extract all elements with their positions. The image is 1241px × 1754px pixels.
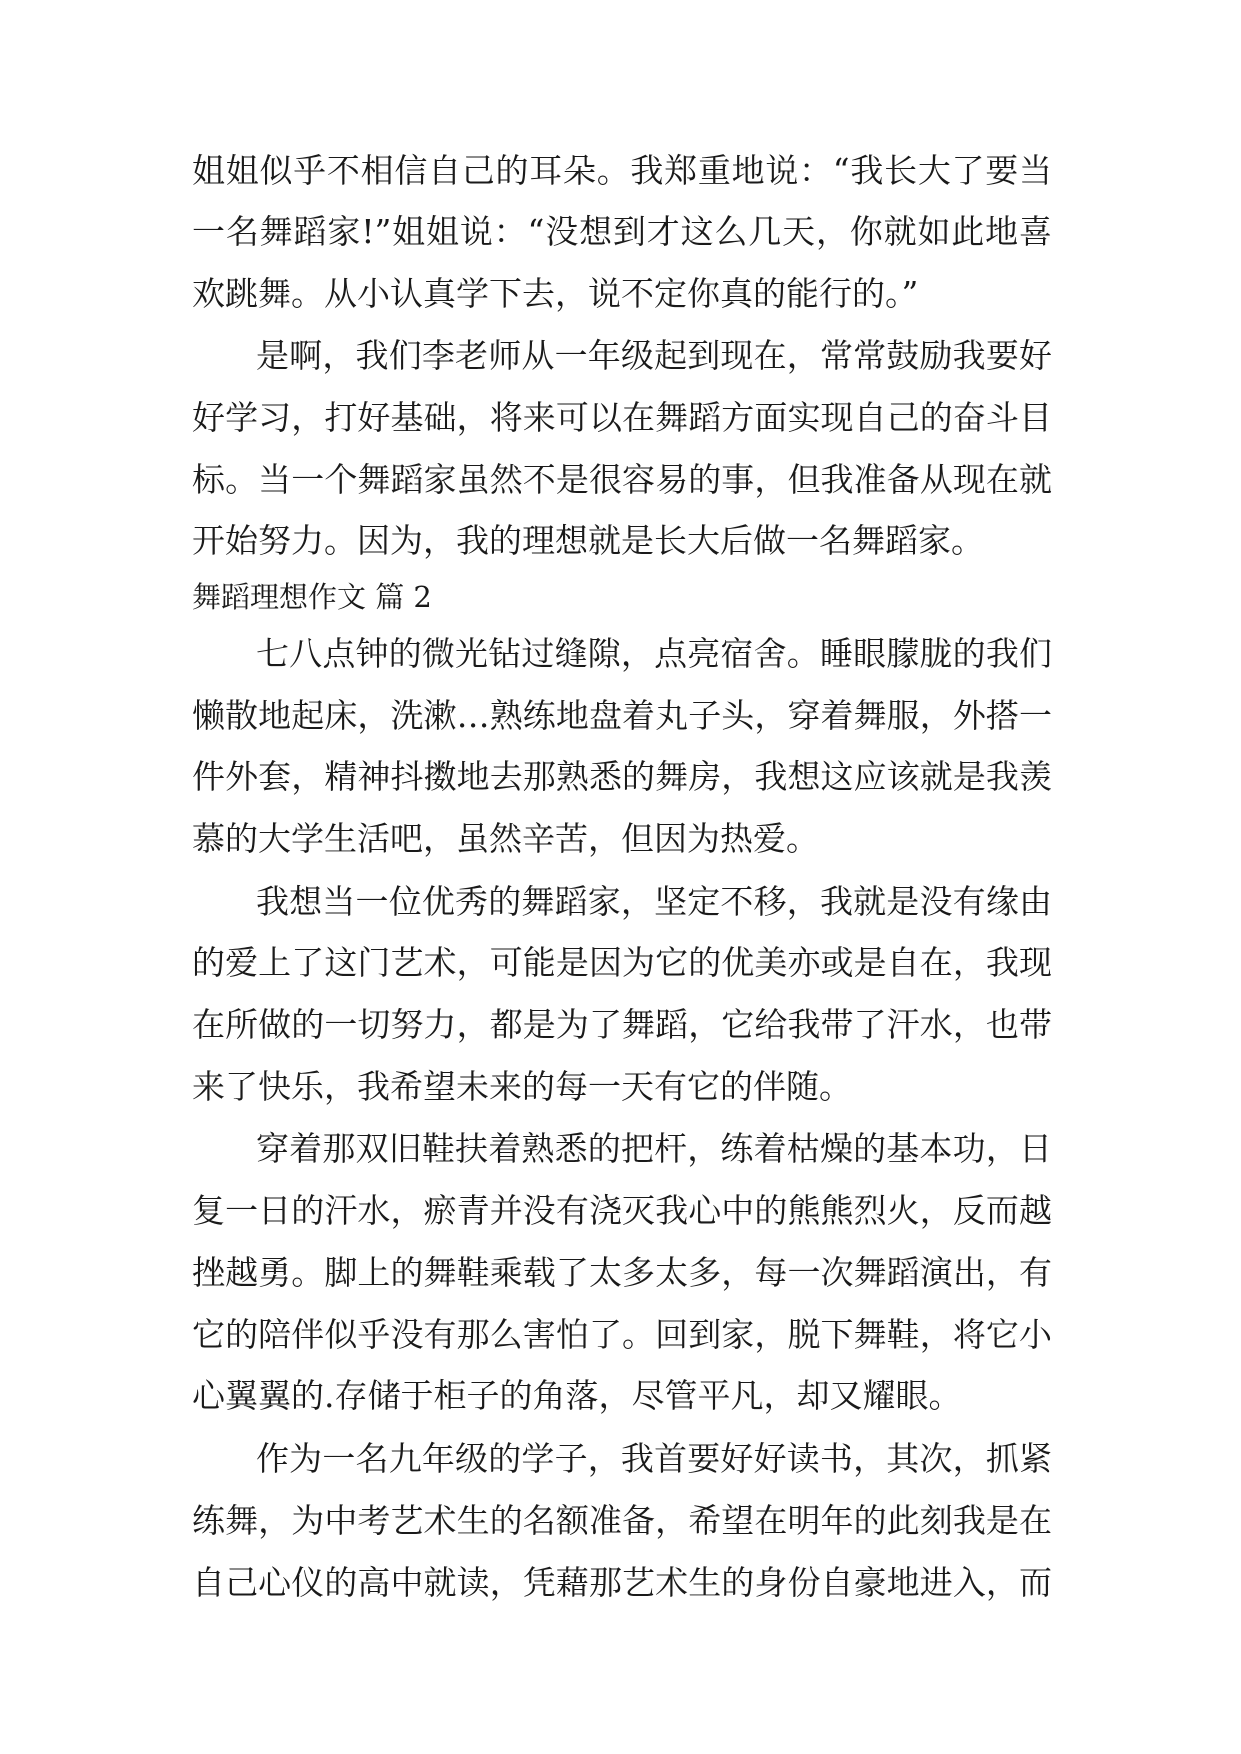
paragraph-first-line: 是啊，我们李老师从一年级起到现在，常常鼓励我要好 — [256, 336, 1052, 375]
text-line: 开始努力。因为，我的理想就是长大后做一名舞蹈家。 — [192, 521, 984, 560]
text-line: 心翼翼的.存储于柜子的角落，尽管平凡，却又耀眼。 — [192, 1376, 962, 1415]
text-line: 一名舞蹈家!”姐姐说：“没想到才这么几天，你就如此地喜 — [192, 212, 1052, 251]
text-line: 懒散地起床，洗漱…熟练地盘着丸子头，穿着舞服，外搭一 — [192, 696, 1052, 735]
text-line: 慕的大学生活吧，虽然辛苦，但因为热爱。 — [192, 819, 819, 858]
text-line: 好学习，打好基础，将来可以在舞蹈方面实现自己的奋斗目 — [192, 398, 1052, 437]
section-heading: 舞蹈理想作文 篇 2 — [192, 580, 432, 614]
text-line: 复一日的汗水，瘀青并没有浇灭我心中的熊熊烈火，反而越 — [192, 1191, 1052, 1230]
text-line: 的爱上了这门艺术，可能是因为它的优美亦或是自在，我现 — [192, 943, 1052, 982]
text-line: 在所做的一切努力，都是为了舞蹈，它给我带了汗水，也带 — [192, 1005, 1052, 1044]
text-line: 挫越勇。脚上的舞鞋乘载了太多太多，每一次舞蹈演出，有 — [192, 1253, 1052, 1292]
paragraph-first-line: 我想当一位优秀的舞蹈家，坚定不移，我就是没有缘由 — [256, 882, 1052, 921]
paragraph-first-line: 七八点钟的微光钻过缝隙，点亮宿舍。睡眼朦胧的我们 — [256, 634, 1052, 673]
text-line: 来了快乐，我希望未来的每一天有它的伴随。 — [192, 1067, 852, 1106]
text-line: 标。当一个舞蹈家虽然不是很容易的事，但我准备从现在就 — [192, 460, 1052, 499]
text-line: 欢跳舞。从小认真学下去，说不定你真的能行的。” — [192, 274, 919, 313]
text-line: 自己心仪的高中就读，凭藉那艺术生的身份自豪地进入，而 — [192, 1563, 1052, 1602]
text-line: 件外套，精神抖擞地去那熟悉的舞房，我想这应该就是我羡 — [192, 757, 1052, 796]
paragraph-first-line: 作为一名九年级的学子，我首要好好读书，其次，抓紧 — [256, 1439, 1052, 1478]
text-line: 它的陪伴似乎没有那么害怕了。回到家，脱下舞鞋，将它小 — [192, 1315, 1052, 1354]
text-line: 姐姐似乎不相信自己的耳朵。我郑重地说：“我长大了要当 — [192, 151, 1052, 190]
paragraph-first-line: 穿着那双旧鞋扶着熟悉的把杆，练着枯燥的基本功，日 — [256, 1129, 1052, 1168]
text-line: 练舞，为中考艺术生的名额准备，希望在明年的此刻我是在 — [192, 1501, 1052, 1540]
